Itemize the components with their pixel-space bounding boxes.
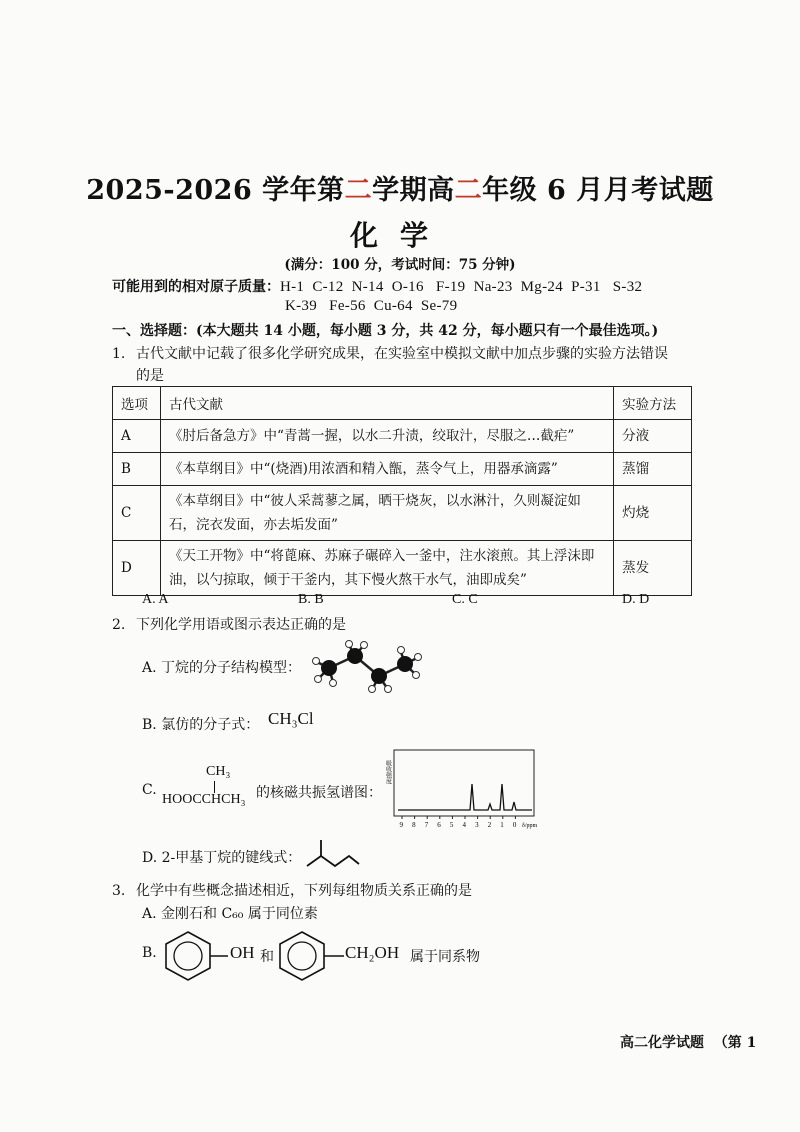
- structure-branch: CH₃: [206, 764, 231, 779]
- table-cell-option: A: [113, 420, 161, 453]
- table-cell-text: 《天工开物》中“将蓖麻、苏麻子碾碎入一釜中，注水滚煎。其上浮沫即油，以勺掠取，倾于干釜内，其下慢火熬干水气，油即成矣”: [160, 541, 613, 596]
- table-cell-option: B: [113, 453, 161, 486]
- nmr-tick-label: 9: [399, 821, 403, 829]
- nmr-spectrum: [382, 748, 542, 830]
- question-number: 3.: [112, 883, 126, 899]
- title-highlight: 二: [344, 175, 373, 206]
- table-cell-method: 分液: [614, 420, 692, 453]
- answer-option[interactable]: A. A: [142, 592, 169, 607]
- question-3-stem: 3. 化学中有些概念描述相近，下列每组物质关系正确的是: [112, 883, 472, 899]
- structure-main-chain: HOOCCHCH₃: [162, 792, 246, 807]
- question-1-stem-cont: 的是: [136, 368, 164, 384]
- page-footer: 高二化学试题 （第 1: [620, 1035, 757, 1051]
- option-d-label[interactable]: D. 2-甲基丁烷的键线式：: [142, 850, 302, 866]
- methylbutane-skeletal-formula: [305, 838, 361, 872]
- answer-option[interactable]: D. D: [622, 592, 650, 607]
- table-cell-text: 《肘后备急方》中“青蒿一握，以水二升渍，绞取汁，尽服之…截疟”: [160, 420, 613, 453]
- nmr-unit: δ/ppm: [522, 823, 538, 829]
- question-number: 2.: [112, 617, 126, 633]
- answer-option[interactable]: C. C: [452, 592, 478, 607]
- option-c-label[interactable]: C.: [142, 782, 157, 798]
- nmr-tick-label: 0: [512, 821, 517, 829]
- table-cell-method: 蒸馏: [614, 453, 692, 486]
- table-header: 实验方法: [614, 387, 692, 420]
- atomic-mass-line: [112, 276, 642, 296]
- benzyl-alcohol-ring: [274, 928, 346, 984]
- question-number: 1.: [112, 346, 126, 362]
- nmr-tick-label: 6: [437, 821, 441, 829]
- table-header-row: [113, 387, 692, 420]
- phenol-ring: [160, 928, 230, 984]
- option-a-label[interactable]: A. 丁烷的分子结构模型：: [142, 660, 302, 676]
- butane-ball-stick-model: [305, 640, 425, 696]
- hydroxymethyl-group: CH₂OH: [345, 943, 400, 962]
- table-cell-method: 灼烧: [614, 486, 692, 541]
- atomic-mass-label: 可能用到的相对原子质量：: [112, 279, 280, 295]
- title-highlight: 二: [454, 175, 483, 206]
- nmr-tick-label: 5: [449, 821, 454, 829]
- nmr-tick-label: 4: [462, 821, 466, 829]
- atomic-mass-values: H-1 C-12 N-14 O-16 F-19 Na-23 Mg-24 P-31 S-32: [280, 279, 643, 295]
- question-2-stem: 2. 下列化学用语或图示表达正确的是: [112, 617, 346, 633]
- nmr-tick-label: 3: [475, 821, 479, 829]
- nmr-tick-label: 2: [487, 821, 492, 829]
- option-b-label[interactable]: B. 氯仿的分子式：: [142, 717, 260, 733]
- hydroxyl-group: OH: [230, 943, 255, 962]
- score-time-line: (满分：100 分，考试时间：75 分钟): [284, 257, 516, 273]
- nmr-tick-label: 1: [500, 821, 504, 829]
- chloroform-formula: CH₃Cl: [268, 709, 314, 728]
- literature-table: [112, 386, 692, 596]
- section-heading: 一、选择题：(本大题共 14 小题，每小题 3 分，共 42 分，每小题只有一个最佳选项。): [112, 323, 659, 339]
- table-cell-method: 蒸发: [614, 541, 692, 596]
- table-cell-text: 《本草纲目》中“(烧酒)用浓酒和精入甑，蒸令气上，用器承滴露”: [160, 453, 613, 486]
- atomic-mass-line-2: K-39 Fe-56 Cu-64 Se-79: [285, 298, 458, 314]
- nmr-ylabel: 吸收强度: [384, 760, 392, 784]
- table-cell-option: C: [113, 486, 161, 541]
- exam-title: 2025-2026 学年第二学期高二年级 6 月月考试题: [86, 175, 714, 206]
- question-1-stem: 1. 古代文献中记载了很多化学研究成果，在实验室中模拟文献中加点步骤的实验方法错误: [112, 346, 668, 362]
- table-cell-text: 《本草纲目》中“彼人采蒿蓼之属，晒干烧灰，以水淋汁，久则凝淀如石，浣衣发面，亦去垢发面”: [160, 486, 613, 541]
- table-cell-option: D: [113, 541, 161, 596]
- option-b-label[interactable]: B.: [142, 945, 157, 961]
- table-row: [113, 420, 692, 453]
- conjunction: 和: [260, 949, 274, 965]
- nmr-tick-label: 8: [412, 821, 416, 829]
- option-b-suffix: 属于同系物: [410, 949, 480, 965]
- subject-title: 化学: [349, 219, 450, 252]
- table-row: [113, 453, 692, 486]
- option-a-label[interactable]: A. 金刚石和 C₆₀ 属于同位素: [142, 906, 318, 922]
- table-header: 古代文献: [160, 387, 613, 420]
- table-row: [113, 486, 692, 541]
- table-row: [113, 541, 692, 596]
- answer-option[interactable]: B. B: [298, 592, 324, 607]
- option-c-suffix: 的核磁共振氢谱图：: [256, 785, 382, 801]
- table-header: 选项: [113, 387, 161, 420]
- nmr-tick-label: 7: [424, 821, 429, 829]
